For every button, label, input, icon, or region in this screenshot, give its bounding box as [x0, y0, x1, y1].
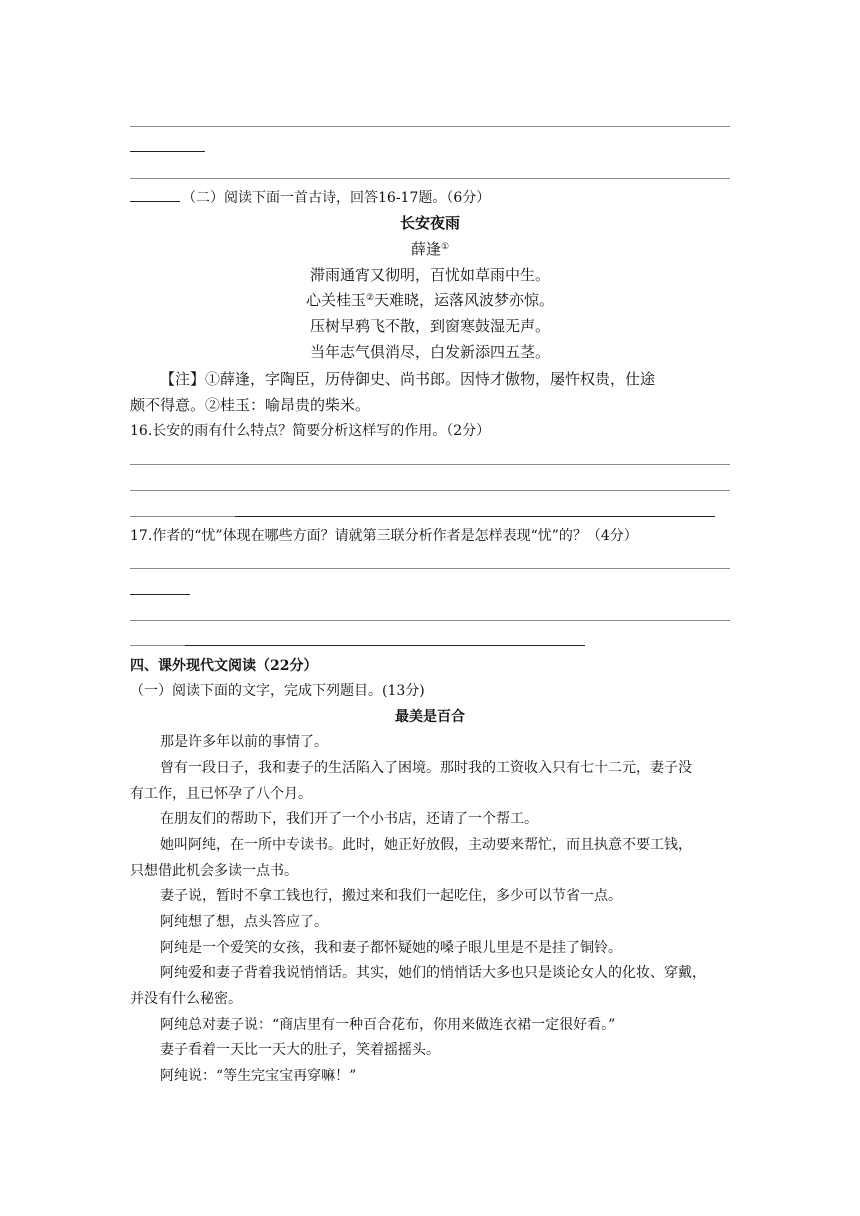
article-paragraph: 妻子看着一天比一天大的肚子，笑着摇摇头。	[160, 1042, 440, 1058]
poem-line: 滞雨通宵又彻明，百忧如草雨中生。	[309, 266, 550, 284]
article-title: 最美是百合	[395, 709, 465, 725]
poem-note: 颇不得意。②桂玉：喻昂贵的柴米。	[130, 396, 371, 414]
answer-line	[130, 178, 730, 179]
article-paragraph: 妻子说，暂时不拿工钱也行，搬过来和我们一起吃住，多少可以节省一点。	[160, 888, 622, 904]
poem-line: 当年志气俱消尽，白发新添四五茎。	[309, 343, 550, 361]
poem-title: 长安夜雨	[399, 214, 460, 232]
article-paragraph: 在朋友们的帮助下，我们开了一个小书店，还请了一个帮工。	[160, 811, 538, 827]
article-paragraph: 她叫阿纯，在一所中专读书。此时，她正好放假，主动要来帮忙，而且执意不要工钱，	[160, 837, 692, 853]
answer-line	[185, 645, 585, 646]
poem-author: 薛逢①	[410, 240, 450, 258]
article-paragraph: 曾有一段日子，我和妻子的生活陷入了困境。那时我的工资收入只有七十二元，妻子没	[160, 760, 692, 776]
poem-note: 【注】①薛逢，字陶臣，历侍御史、尚书郎。因恃才傲物，屡忤权贵，仕途	[160, 370, 656, 388]
blank-underline	[130, 189, 180, 202]
article-paragraph: 那是许多年以前的事情了。	[160, 734, 328, 750]
answer-line	[130, 490, 730, 491]
answer-line	[130, 568, 730, 569]
section4-sub: （一）阅读下面的文字，完成下列题目。(13分)	[130, 683, 425, 699]
answer-line	[130, 620, 730, 621]
article-paragraph: 并没有什么秘密。	[130, 991, 242, 1007]
answer-line	[235, 516, 715, 517]
article-paragraph: 阿纯爱和妻子背着我说悄悄话。其实，她们的悄悄话大多也只是谈论女人的化妆、穿戴，	[160, 965, 706, 981]
section2-intro: （二）阅读下面一首古诗，回答16-17题。（6分）	[130, 188, 490, 208]
article-paragraph: 有工作，且已怀孕了八个月。	[130, 786, 312, 802]
question-16: 16.长安的雨有什么特点？简要分析这样写的作用。（2分）	[130, 423, 491, 439]
answer-line	[130, 464, 730, 465]
section4-heading: 四、课外现代文阅读（22分）	[130, 658, 318, 674]
poem-line: 压树早鸦飞不散，到窗寒鼓湿无声。	[309, 317, 550, 335]
answer-line	[130, 126, 730, 127]
poem-line: 心关桂玉②天难晓，运落风波梦亦惊。	[305, 291, 555, 309]
article-paragraph: 阿纯说：“等生完宝宝再穿嘛！”	[160, 1068, 357, 1084]
article-paragraph: 只想借此机会多读一点书。	[130, 863, 298, 879]
question-17: 17.作者的“忧”体现在哪些方面？请就第三联分析作者是怎样表现“忧”的？（4分）	[130, 528, 638, 544]
article-paragraph: 阿纯总对妻子说：“商店里有一种百合花布，你用来做连衣裙一定很好看。”	[160, 1017, 616, 1033]
answer-line	[130, 645, 185, 646]
answer-line-short	[130, 594, 190, 595]
answer-line	[130, 516, 235, 517]
answer-line-short	[130, 151, 205, 152]
article-paragraph: 阿纯是一个爱笑的女孩，我和妻子都怀疑她的嗓子眼儿里是不是挂了铜铃。	[160, 940, 622, 956]
article-paragraph: 阿纯想了想，点头答应了。	[160, 914, 328, 930]
